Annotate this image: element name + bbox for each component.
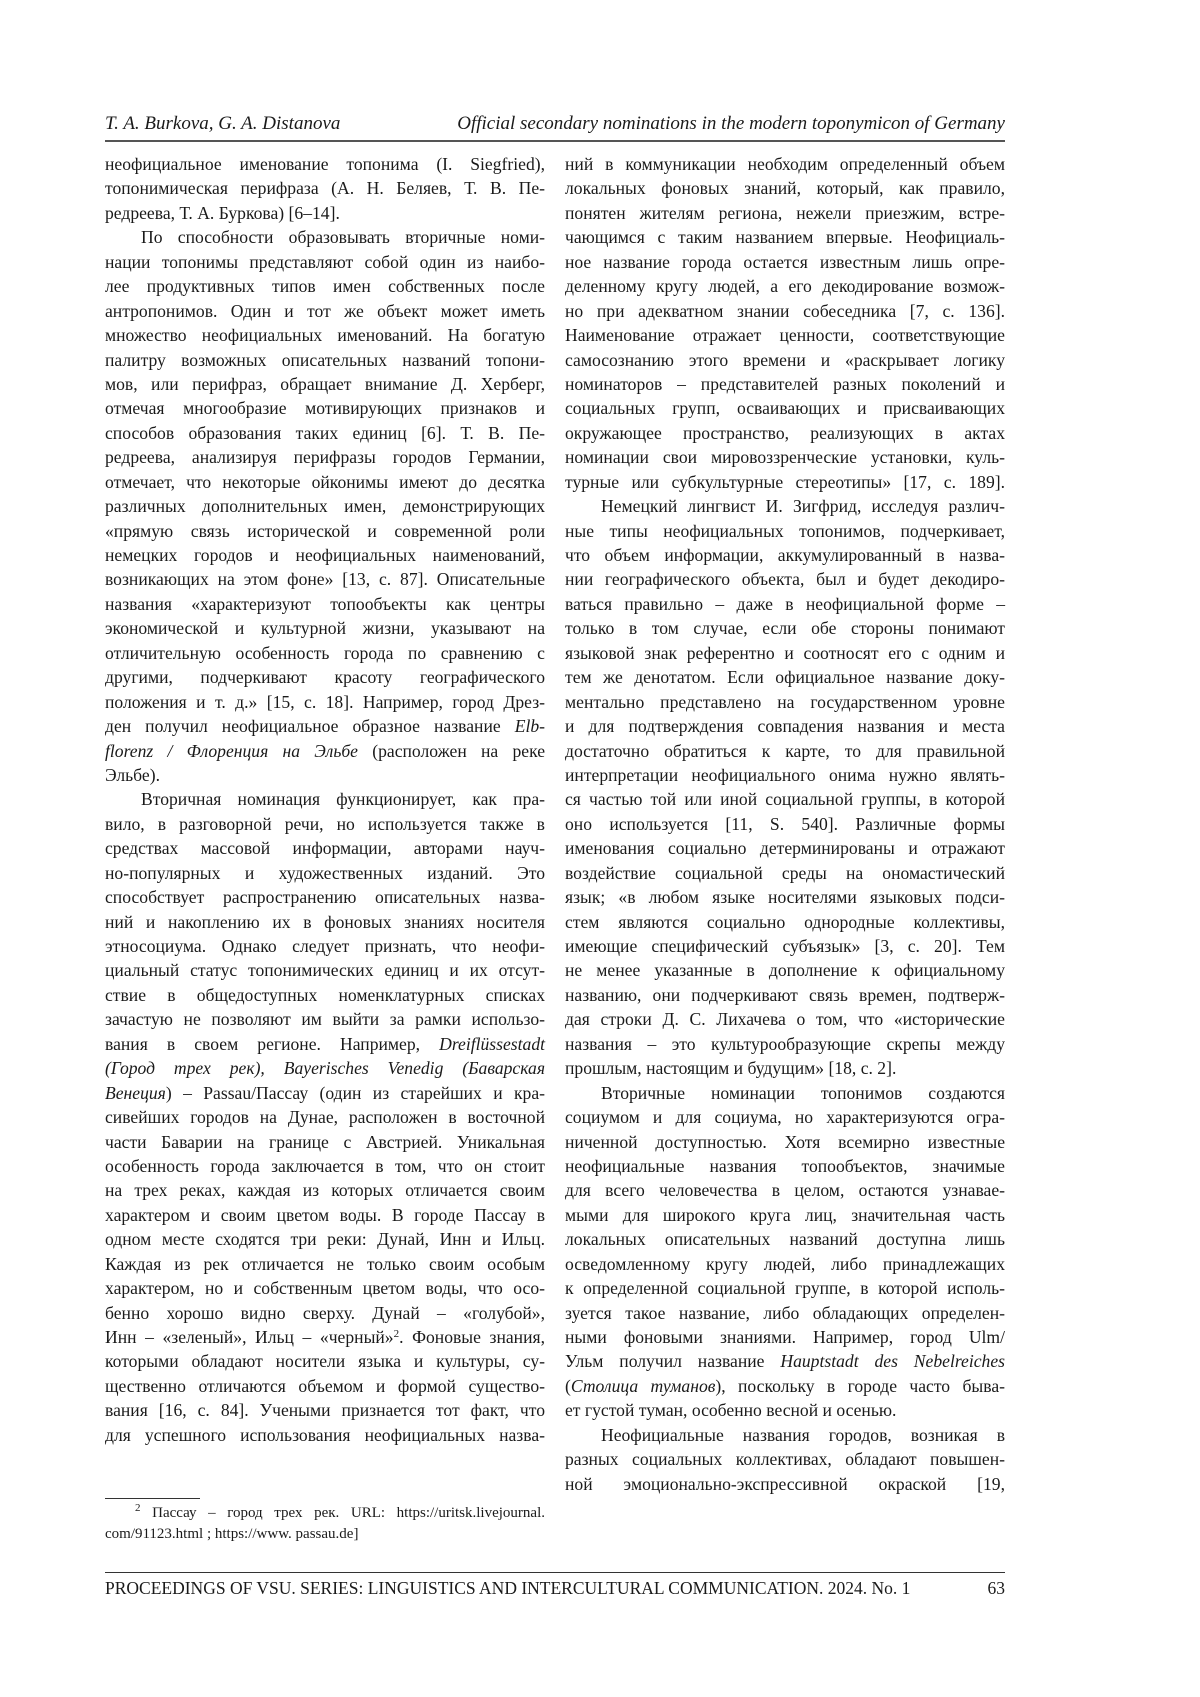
text-line: сивейших городов на Дунае, расположен в восточной bbox=[105, 1107, 545, 1128]
header-rule bbox=[105, 140, 1005, 142]
text-line: Эльбе). bbox=[105, 764, 160, 785]
text-line: положения и т. д.» [15, с. 18]. Например, город Дрез- bbox=[105, 691, 545, 712]
text-line: но при адекватном знании собеседника [7, с. 136]. bbox=[565, 300, 1005, 321]
text-line: бенно хорошо видно сверху. Дунай – «голубой», bbox=[105, 1302, 545, 1323]
text-line: именования социально детерминированы и отражают bbox=[565, 838, 1005, 859]
text-line: отличительную особенность города по сравнению с bbox=[105, 642, 545, 663]
text-line: мыми для широкого круга лиц, значительная часть bbox=[565, 1204, 1005, 1225]
text-line: ден получил неофициальное образное название Elb- bbox=[105, 716, 545, 737]
text-line: немецких городов и неофициальных наименований, bbox=[105, 545, 545, 565]
text-line: дая строки Д. С. Лихачева о том, что «исторические bbox=[565, 1009, 1005, 1030]
text-line: номинации свои мировоззренческие установки, куль- bbox=[565, 447, 1005, 468]
text-line: одном месте сходятся три реки: Дунай, Инн и Ильц. bbox=[105, 1229, 545, 1250]
text-line: ментально представлено на государственном уровне bbox=[565, 691, 1005, 712]
text-line: тем же денотатом. Если официальное название доку- bbox=[565, 667, 1005, 688]
text-line: названия – это культурообразующие скрепы между bbox=[565, 1033, 1005, 1054]
text-line: циальный статус топонимических единиц и их отсут- bbox=[105, 960, 545, 981]
text-line: характером, но и собственным цветом воды, что осо- bbox=[105, 1278, 545, 1299]
text-line: которыми обладают носители языка и культуры, су- bbox=[105, 1351, 545, 1372]
text-line: лее продуктивных типов имен собственных после bbox=[105, 276, 545, 297]
text-line: и для подтверждения совпадения названия и места bbox=[565, 716, 1005, 737]
text-line: (Столица туманов), поскольку в городе часто быва- bbox=[565, 1375, 1005, 1396]
text-line: отмечает, что некоторые ойконимы имеют до десятка bbox=[105, 471, 545, 492]
text-line: florenz / Флоренция на Эльбе (расположен на реке bbox=[105, 740, 546, 761]
text-line: ний и накоплению их в фоновых знаниях носителя bbox=[105, 911, 545, 932]
text-line: Венеция) – Passau/Пассау (один из старейших и кра- bbox=[105, 1082, 545, 1103]
text-line: вания [16, с. 84]. Учеными признается тот факт, что bbox=[105, 1400, 545, 1421]
footnote-marker: 2 bbox=[135, 1502, 141, 1514]
text-line: только в том случае, если обе стороны понимают bbox=[565, 618, 1005, 639]
text-line: не менее указанные в дополнение к официальному bbox=[565, 960, 1005, 981]
text-line: осведомленному кругу людей, либо принадлежащих bbox=[565, 1253, 1005, 1274]
text-line: особенность города заключается в том, что он стоит bbox=[105, 1155, 545, 1176]
text-line: «прямую связь исторической и современной роли bbox=[105, 520, 545, 541]
text-line: характером и своим цветом воды. В городе Пассау в bbox=[105, 1204, 545, 1225]
text-line: имеющие специфический субъязык» [3, с. 20]. Тем bbox=[565, 936, 1005, 956]
text-line: интерпретации неофициального онима нужно являть- bbox=[565, 764, 1005, 785]
text-line: экономической и культурной жизни, указывают на bbox=[105, 618, 545, 639]
text-line: неофициальное именование топонима (I. Siegfried), bbox=[105, 154, 545, 174]
text-line: щественно отличаются объемом и формой существо- bbox=[105, 1375, 545, 1396]
running-header bbox=[105, 113, 1005, 139]
text-line: чающимся с таким названием впервые. Неофициаль- bbox=[565, 227, 1005, 248]
text-line: ний в коммуникации необходим определенный объем bbox=[565, 154, 1005, 174]
text-line: зачастую не позволяют им выйти за рамки использо- bbox=[105, 1009, 545, 1030]
text-line: достаточно обратиться к карте, то для правильной bbox=[565, 740, 1005, 761]
footer-journal-name: PROCEEDINGS OF VSU. SERIES: LINGUISTICS AND INTERCULTURAL COMMUNICATION. 2024. No. 1 bbox=[105, 1578, 911, 1598]
right-text-column bbox=[565, 152, 1005, 1496]
text-line: ствие в общедоступных номенклатурных списках bbox=[105, 984, 545, 1005]
text-line: стем являются социально однородные коллективы, bbox=[565, 911, 1005, 932]
text-line: По способности образовывать вторичные номи- bbox=[141, 227, 545, 248]
text-line: Ульм получил название Hauptstadt des Nebelreiches bbox=[565, 1351, 1005, 1372]
text-line: редреева, анализируя перифразы городов Германии, bbox=[105, 447, 545, 468]
text-line: этносоциума. Однако следует признать, что неофи- bbox=[105, 936, 545, 956]
text-line: ные типы неофициальных топонимов, подчеркивает, bbox=[565, 520, 1005, 541]
text-line: самосознанию этого времени и «раскрывает логику bbox=[565, 349, 1005, 370]
text-line: Немецкий лингвист И. Зигфрид, исследуя различ- bbox=[601, 496, 1005, 517]
footnote-line-1: $^2$ Пассау – город трех рек. URL: https://uritsk.livejournal. bbox=[135, 1502, 545, 1521]
text-line: антропонимов. Один и тот же объект может иметь bbox=[105, 300, 545, 321]
footer-rule bbox=[105, 1572, 1005, 1573]
text-line: разных социальных коллективах, обладают повышен- bbox=[565, 1449, 1005, 1470]
text-line: Неофициальные названия городов, возникая в bbox=[601, 1424, 1005, 1445]
text-line: языковой знак референтно и соотносят его с одним и bbox=[565, 642, 1005, 663]
text-line: Каждая из рек отличается не только своим особым bbox=[105, 1253, 545, 1274]
text-line: вило, в разговорной речи, но используется также в bbox=[105, 813, 545, 834]
text-line: понятен жителям региона, нежели приезжим, встре- bbox=[565, 202, 1005, 223]
text-line: зуется такое название, либо обладающих определен- bbox=[565, 1302, 1005, 1323]
text-line: множество неофициальных именований. На богатую bbox=[105, 325, 545, 346]
text-line: воздействие социальной среды на ономастический bbox=[565, 862, 1005, 883]
text-line: способов образования таких единиц [6]. Т. В. Пе- bbox=[105, 422, 545, 443]
text-line: ниченной доступностью. Хотя всемирно известные bbox=[565, 1131, 1005, 1152]
text-line: на трех реках, каждая из которых отличается своим bbox=[105, 1180, 545, 1201]
text-line: но-популярных и художественных изданий. Это bbox=[105, 862, 545, 883]
text-line: части Баварии на границе с Австрией. Уникальная bbox=[105, 1131, 545, 1152]
text-line: социумом и для социума, но характеризуются огра- bbox=[565, 1107, 1005, 1128]
text-line: ет густой туман, особенно весной и осенью. bbox=[565, 1400, 897, 1421]
text-line: для успешного использования неофициальных назва- bbox=[105, 1424, 545, 1445]
text-line: язык; «в любом языке носителями языковых подси- bbox=[565, 887, 1005, 908]
text-line: ваться правильно – даже в неофициальной форме – bbox=[565, 593, 1005, 614]
text-line: Наименование отражает ценности, соответствующие bbox=[565, 325, 1005, 346]
text-line: (Город трех рек), Bayerisches Venedig (Баварская bbox=[105, 1058, 545, 1079]
text-line: названию, они подчеркивают связь времен, подтверж- bbox=[565, 984, 1005, 1005]
text-line: социальных групп, осваивающих и присваивающих bbox=[565, 398, 1005, 419]
text-line: способствует распространению описательных назва- bbox=[105, 887, 545, 908]
text-line: топонимическая перифраза (А. Н. Беляев, Т. В. Пе- bbox=[105, 178, 545, 199]
text-line: локальных фоновых знаний, который, как правило, bbox=[565, 178, 1005, 199]
text-line: средствах массовой информации, авторами науч- bbox=[105, 838, 545, 859]
footnote bbox=[105, 1503, 545, 1545]
text-line: названия «характеризуют топообъекты как центры bbox=[105, 593, 545, 614]
text-line: другими, подчеркивают красоту географического bbox=[105, 667, 545, 688]
text-line: что объем информации, аккумулированный в назва- bbox=[565, 545, 1005, 565]
text-line: отмечая многообразие мотивирующих признаков и bbox=[105, 398, 545, 419]
header-authors: T. A. Burkova, G. A. Distanova bbox=[105, 113, 341, 134]
text-line: для всего человечества в целом, остаются узнавае- bbox=[565, 1180, 1005, 1201]
text-line: ное название города остается известным лишь опре- bbox=[565, 251, 1005, 272]
text-line: турные или субкультурные стереотипы» [17, с. 189]. bbox=[565, 471, 1005, 492]
footnote-line-2: com/91123.html ; https://www. passau.de] bbox=[105, 1526, 359, 1542]
text-line: локальных описательных названий доступна лишь bbox=[565, 1229, 1005, 1250]
left-text-column bbox=[105, 152, 545, 1447]
footnote-reference: 2 bbox=[393, 1328, 400, 1340]
text-line: деленному кругу людей, а его декодирование возмож- bbox=[565, 276, 1005, 297]
text-line: к определенной социальной группе, в которой исполь- bbox=[565, 1278, 1005, 1299]
text-line: редреева, Т. А. Буркова) [6–14]. bbox=[105, 202, 340, 223]
text-line: Вторичная номинация функционирует, как пра- bbox=[141, 789, 545, 810]
text-line: прошлым, настоящим и будущим» [18, с. 2]. bbox=[565, 1058, 897, 1079]
text-line: неофициальные названия топообъектов, значимые bbox=[565, 1155, 1005, 1176]
text-line: ся частью той или иной социальной группы, в которой bbox=[565, 789, 1005, 810]
footnote-separator bbox=[105, 1498, 200, 1499]
text-line: палитру возможных описательных названий топони- bbox=[105, 349, 545, 370]
text-line: возникающих на этом фоне» [13, с. 87]. Описательные bbox=[105, 569, 545, 590]
text-line: нии географического объекта, был и будет декодиро- bbox=[565, 569, 1005, 590]
text-line: ной эмоционально-экспрессивной окраской [19, bbox=[565, 1473, 1005, 1494]
text-line: вания в своем регионе. Например, Dreiflüssestadt bbox=[105, 1033, 545, 1054]
text-line: мов, или перифраз, обращает внимание Д. Херберг, bbox=[105, 373, 545, 394]
text-line: окружающее пространство, реализующих в актах bbox=[565, 422, 1005, 443]
text-line: нации топонимы представляют собой один из наибо- bbox=[105, 251, 545, 272]
text-line: Инн – «зеленый», Ильц – «черный»$^2$. Фоновые знания, bbox=[105, 1327, 545, 1347]
page-number: 63 bbox=[987, 1578, 1005, 1598]
text-line: различных дополнительных имен, демонстрирующих bbox=[105, 496, 545, 517]
text-line: оно используется [11, S. 540]. Различные формы bbox=[565, 813, 1005, 834]
header-article-title: Official secondary nominations in the modern toponymicon of Germany bbox=[457, 113, 1005, 134]
text-line: Вторичные номинации топонимов создаются bbox=[601, 1082, 1005, 1103]
text-line: ными фоновыми знаниями. Например, город Ulm/ bbox=[565, 1327, 1005, 1347]
text-line: номинаторов – представителей разных поколений и bbox=[565, 373, 1005, 394]
